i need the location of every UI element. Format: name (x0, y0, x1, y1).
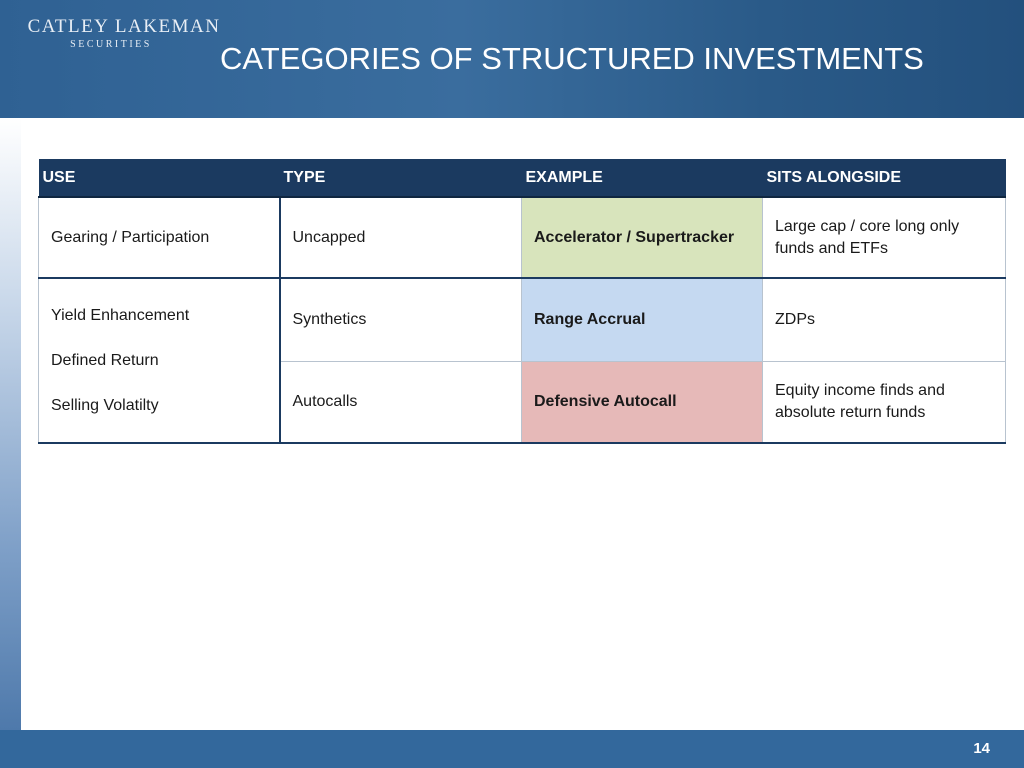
left-gradient-bar (0, 118, 21, 730)
header-sits-alongside: SITS ALONGSIDE (763, 159, 1006, 197)
type-cell: Synthetics (280, 278, 522, 362)
type-cell: Autocalls (280, 362, 522, 444)
footer-bar (0, 730, 1024, 768)
example-cell-accelerator: Accelerator / Supertracker (522, 197, 763, 278)
example-cell-defensive-autocall: Defensive Autocall (522, 362, 763, 444)
table-header-row (39, 159, 1006, 197)
type-cell: Uncapped (280, 197, 522, 278)
logo-main-text: CATLEY LAKEMAN (27, 16, 221, 37)
sits-alongside-cell: Large cap / core long only funds and ETFs (763, 197, 1006, 278)
investment-categories-table (38, 159, 1006, 444)
header-banner (0, 0, 1024, 118)
use-line-defined-return: Defined Return (51, 351, 159, 369)
logo-sub-text: SECURITIES (70, 39, 152, 50)
use-cell: Gearing / Participation (39, 197, 280, 278)
use-line-selling-volatility: Selling Volatilty (51, 396, 159, 414)
sits-alongside-cell: ZDPs (763, 278, 1006, 362)
table-row (39, 197, 1006, 278)
table-row (39, 278, 1006, 362)
use-cell-merged (39, 278, 280, 443)
sits-alongside-cell: Equity income finds and absolute return funds (763, 362, 1006, 444)
header-type: TYPE (280, 159, 522, 197)
company-logo (24, 16, 224, 52)
use-line-yield-enhancement: Yield Enhancement (51, 306, 190, 324)
header-example: EXAMPLE (522, 159, 763, 197)
example-cell-range-accrual: Range Accrual (522, 278, 763, 362)
page-title: CATEGORIES OF STRUCTURED INVESTMENTS (220, 41, 924, 76)
header-use: USE (39, 159, 280, 197)
page-number: 14 (973, 740, 990, 757)
